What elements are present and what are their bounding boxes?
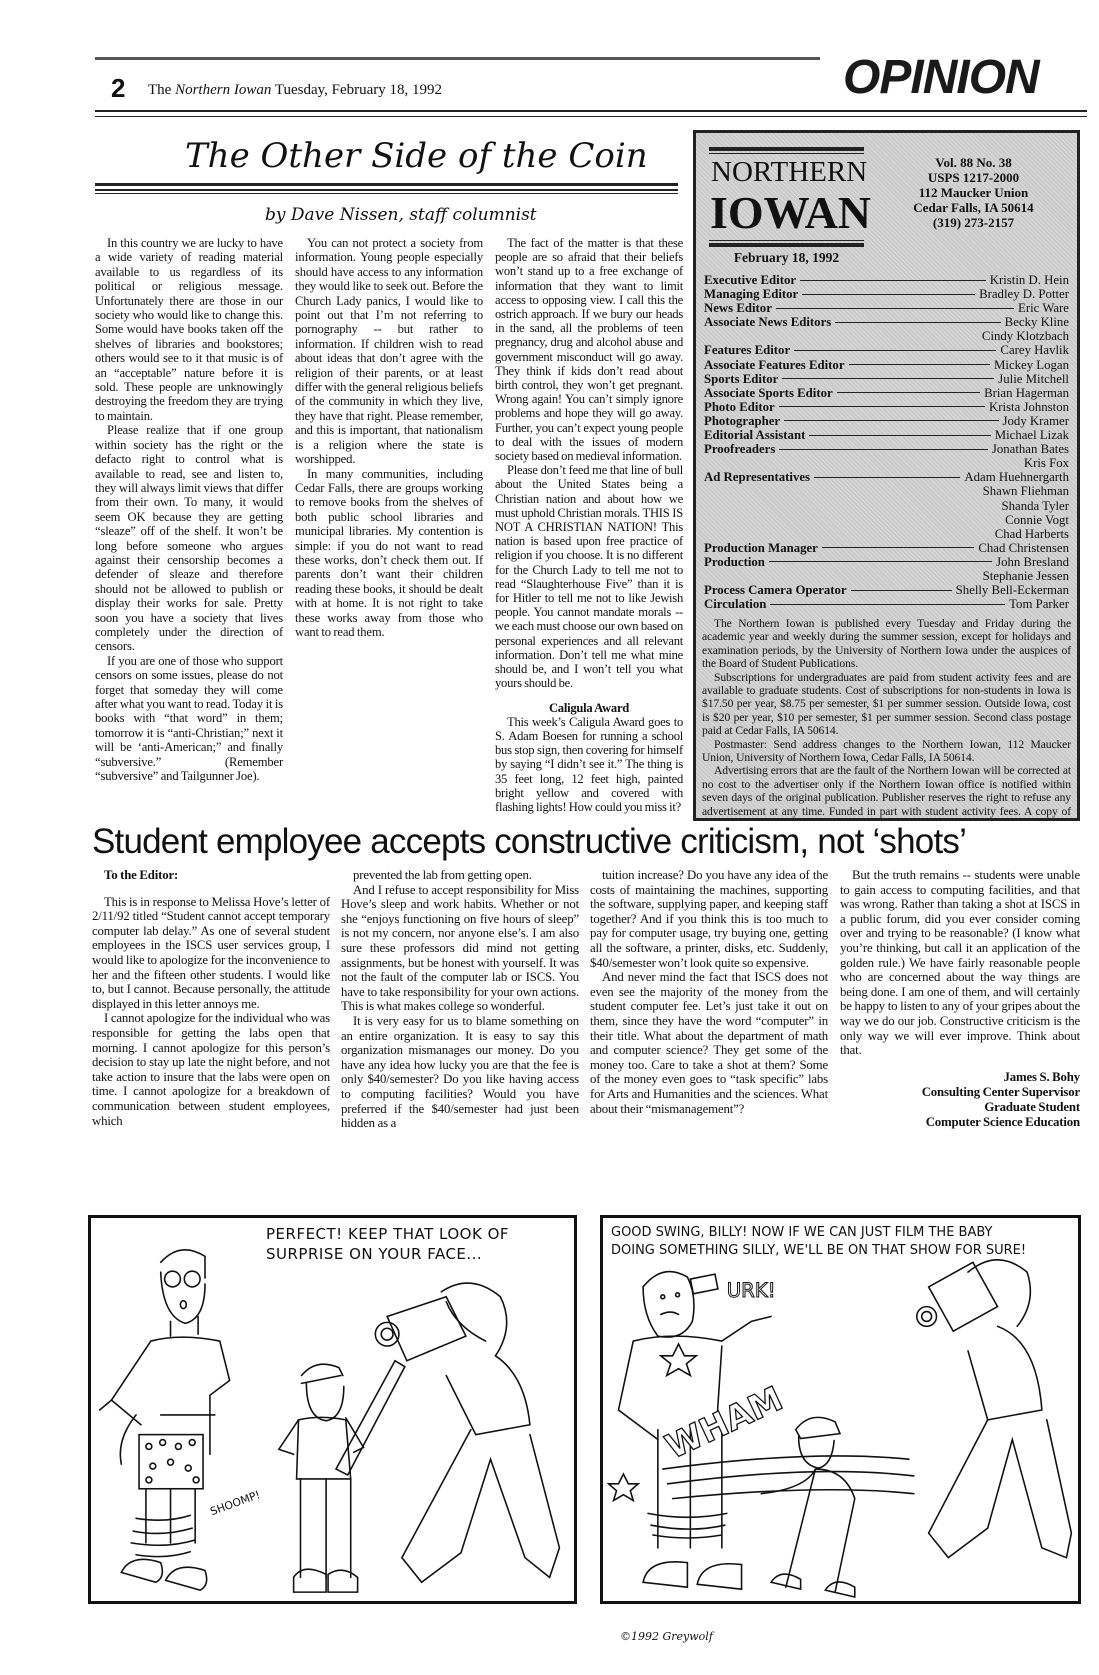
staff-name: Carey Havlik [1000, 343, 1069, 358]
letter-col-3 [590, 868, 828, 1116]
staff-name: Bradley D. Potter [979, 287, 1069, 302]
leader-line [814, 477, 960, 478]
staff-role: Editorial Assistant [704, 428, 806, 443]
staff-role: Associate Sports Editor [704, 385, 833, 400]
staff-name: Kris Fox [1023, 456, 1069, 471]
staff-name: Jonathan Bates [991, 442, 1069, 457]
title-rule-3 [95, 193, 678, 194]
man-figure [100, 1250, 230, 1590]
staff-name: Kristin D. Hein [989, 273, 1069, 287]
panel2-drawing [603, 1218, 1078, 1601]
leader-line [802, 294, 975, 295]
staff-role: Process Camera Operator [704, 583, 847, 598]
staff-role: Associate Features Editor [704, 357, 845, 372]
staff-role: News Editor [704, 301, 772, 316]
masthead-address: 112 Maucker Union [918, 185, 1029, 200]
staff-row [704, 583, 1069, 597]
panel1-drawing [91, 1218, 574, 1601]
staff-name: Tom Parker [1009, 597, 1069, 612]
woman-camera-figure [375, 1283, 559, 1582]
staff-name: Julie Mitchell [998, 371, 1069, 386]
pubinfo-paragraph: Postmaster: Send address changes to the Northern Iowan, 112 Maucker Union, University of Northern Iowa, Cedar Falls, IA 50614. [702, 737, 1071, 765]
staff-role: Photographer [704, 413, 781, 428]
staff-row [704, 428, 1069, 442]
pubinfo-paragraph: The Northern Iowan is published every Tuesday and Friday during the academic year and weekly during the summer session, except for holidays and examination periods, by the University of Northern Iowa under the auspices of the Board of Student Publications. [702, 617, 1071, 671]
staff-name: John Bresland [996, 554, 1069, 569]
masthead-northern: NORTHERN [711, 156, 868, 188]
masthead-box [693, 130, 1080, 821]
letter-paragraph: prevented the lab from getting open. [353, 868, 532, 882]
folio-prefix: The [148, 82, 176, 98]
masthead-rule-bottom2 [709, 243, 864, 247]
leader-line [835, 322, 1000, 323]
staff-row [704, 343, 1069, 357]
letter-salutation: To the Editor: [104, 868, 179, 882]
leader-line [779, 449, 988, 450]
staff-name: Shelly Bell-Eckerman [955, 583, 1069, 598]
cartoon-credit: ©1992 Greywolf [620, 1630, 713, 1643]
leader-line [794, 350, 996, 351]
cartoon-panel-1 [88, 1215, 577, 1604]
signature-department: Computer Science Education [925, 1114, 1080, 1129]
leader-line [837, 392, 980, 393]
folio-date: Tuesday, February 18, 1992 [271, 82, 443, 98]
staff-row [704, 597, 1069, 611]
top-rule [95, 57, 820, 60]
column-paragraph: In this country we are lucky to have a wide variety of reading material available to us regardless of its political or religious message. Unfortunately there are those in our society who would like to change this. Some would have books taken off the shelves of libraries and bookstores; others would see to it that music is of an “acceptable” nature before it is sold. These people are unknowingly destroying the freedom they are trying to maintain. [95, 236, 283, 423]
staff-row [704, 287, 1069, 301]
woman-camera-figure-2 [917, 1260, 1072, 1558]
pubinfo-paragraph: Advertising errors that are the fault of the Northern Iowan will be corrected at no cost to the advertiser only if the Northern Iowan office is notified within seven days of the original publication. Publisher reserves the right to refuse any advertisement at any time. Funded in part with student activity fees. A copy of [702, 764, 1071, 818]
staff-name: Stephanie Jessen [982, 568, 1069, 583]
staff-role: Associate News Editors [704, 315, 832, 330]
leader-line [782, 378, 994, 379]
column-text-1 [95, 236, 283, 783]
leader-line [809, 435, 990, 436]
letter-paragraph: I cannot apologize for the individual who was responsible for getting the labs open that morning. I cannot apologize for this person’s decision to stay up late the night before, and not take action to insure that the labs were open on time. I cannot apologize for a breakdown of communication between student employees, which [92, 1011, 330, 1128]
title-rule-1 [95, 183, 678, 186]
title-rule-2 [95, 189, 678, 191]
panel1-caption-line1: PERFECT! KEEP THAT LOOK OF [266, 1225, 510, 1243]
leader-line [784, 420, 998, 421]
folio-line [148, 81, 442, 99]
signature-name: James S. Bohy [1003, 1069, 1080, 1084]
staff-row [704, 301, 1069, 315]
masthead-rule-bottom [709, 240, 864, 241]
staff-name: Eric Ware [1018, 301, 1069, 316]
leader-line [770, 604, 1005, 605]
column-text-3 [495, 236, 683, 814]
letter-paragraph: But the truth remains -- students were unable to gain access to computing facilities, and that was wrong. Rather than taking a shot at ISCS in a public forum, did you ever consider coming over and trying to be reasonable? (I know what you’re thinking, but call it an application of the golden rule.) We have fairly reasonable people who are concerned about the way things are being done. I am one of them, and will certainly be happy to listen to any of your gripes about the way we do our job. Constructive criticism is the only way we will ever improve. Think about that. [840, 868, 1080, 1058]
staff-role: Circulation [704, 597, 767, 612]
leader-line [769, 561, 992, 562]
panel2-sfx-urk: URK! [726, 1278, 776, 1302]
byline: by Dave Nissen, staff columnist [265, 205, 537, 225]
staff-name: Shanda Tyler [1001, 498, 1069, 513]
publication-info [702, 617, 1071, 821]
staff-row [704, 470, 1069, 484]
signature-title: Consulting Center Supervisor [921, 1084, 1080, 1099]
pubinfo-paragraph: Subscriptions for undergraduates are paid from student activity fees and are available to graduate students. Cost of subscriptions for non-students in Iowa is $17.50 per year, $8.75 per semester, $1 per summer session. Outside Iowa, cost is $20 per year, $10 per semester, $1 per summer session. Second class postage paid at Cedar Falls, IA 50614. [702, 670, 1071, 738]
award-heading: Caligula Award [548, 700, 630, 715]
staff-row [704, 414, 1069, 428]
staff-row [704, 315, 1069, 329]
masthead-volume: Vol. 88 No. 38 [935, 155, 1012, 170]
staff-name: Adam Huehnergarth [964, 470, 1069, 485]
letter-col-1 [92, 868, 330, 1128]
signature-status: Graduate Student [984, 1099, 1080, 1114]
column-paragraph: Please don’t feed me that line of bull about the United States being a Christian nation and about how we must uphold Christian morals. THIS IS NOT A CHRISTIAN NATION! This nation is based upon free practice of religion if you choose. It is no different for the Church Lady to tell me not to read “Slaughterhouse Five” than it is for Hitler to tell me not to like Jewish people. You cannot mandate morals -- we each must choose our own based on personal experiences and all relevant information. Don’t tell me what mine should be, and I won’t tell you what yours should be. [495, 463, 683, 691]
panel2-caption-line1: GOOD SWING, BILLY! NOW IF WE CAN JUST FILM THE BABY [611, 1225, 993, 1240]
award-text: This week’s Caligula Award goes to S. Adam Boesen for running a school bus stop sign, then covering for himself by saying “I didn’t see it.” The thing is 35 feet long, 12 feet high, painted bright yellow and covered with flashing lights! How could you miss it? [495, 714, 683, 814]
panel1-sfx: SHOOMP! [208, 1488, 263, 1519]
letter-col-2 [341, 868, 579, 1131]
leader-line [779, 406, 985, 407]
staff-name: Shawn Fliehman [982, 484, 1069, 499]
column-paragraph: In many communities, including Cedar Falls, there are groups working to remove books from the shelves of both public school libraries and municipal libraries. My contention is simple: if you do not want to read these works, don’t check them out. If parents don’t want their children reading these books, it should be dealt with at home. It is not right to take these works away from those who want to read them. [295, 466, 483, 639]
letter-paragraph: And I refuse to accept responsibility for Miss Hove’s sleep and work habits. Whether or not she “enjoys functioning on five hours of sleep” is not my concern, nor anyone else’s. I am also sure these professors did mind not getting assignments, but be honest with yourself. It was not the fault of the computer lab or ISCS. You have to take responsibility for your own actions. This is what makes college so wonderful. [341, 882, 579, 1014]
staff-row [704, 386, 1069, 400]
letter-paragraph: It is very easy for us to blame something on an entire organization. It is easy to say this organization mismanages our money. Do you have any idea how lucky you are that the fee is only $40/semester? Do you like having access to computing facilities? Would you have preferred if the $40/semester had just been hidden as a [341, 1013, 579, 1131]
column-paragraph: Please realize that if one group within society has the right or the defacto right to control what is available to read, see and listen to, they will always limit views that differ from their own. To many, it would seem OK because they are getting “sleaze” off of the shelf. It won’t be long before someone who argues against their censorship becomes a defender of sleaze and therefore should not be allowed to publish or display their works for sale. Pretty soon you have a society that lives completely under the direction of censors. [95, 423, 283, 654]
panel2-sfx-wham: WHAM [659, 1378, 789, 1467]
column-paragraph: If you are one of those who support censors on some issues, please do not forget that someday they will come after what you want to read. Today it is books with “that word” in them; tomorrow it is “anti-Christian;” next it will be ‘anti-American;” and finally “subversive.” (Remember “subversive” and Tailgunner Joe). [95, 653, 283, 784]
leader-line [822, 547, 974, 548]
staff-role: Production [704, 554, 765, 569]
masthead-info [876, 155, 1071, 230]
staff-name: Krista Johnston [989, 399, 1069, 414]
staff-role: Executive Editor [704, 273, 797, 287]
panel1-caption-line2: SURPRISE ON YOUR FACE... [266, 1245, 483, 1263]
staff-role: Managing Editor [704, 287, 799, 302]
staff-role: Sports Editor [704, 371, 779, 386]
staff-list [704, 273, 1069, 611]
staff-name: Connie Vogt [1005, 512, 1069, 527]
column-paragraph: The fact of the matter is that these people are so afraid that their beliefs won’t stand up to a free exchange of information that they want to limit access to opposing view. I call this the ostrich approach. If we bury our heads in the sand, all the problems of teen pregnancy, drug and alcohol abuse and government misconduct will go away. They think if kids don’t read about birth control, they won’t get pregnant. Wrong again! You can’t simply ignore problems and hope they will go away. Further, you can’t expect young people to deal with the issues of modern society based on medieval information. [495, 236, 683, 464]
staff-row [704, 555, 1069, 569]
letter-paragraph: tuition increase? Do you have any idea of the costs of maintaining the machines, supporting the software, supplying paper, and keeping staff together? And if you think this is too much to pay for computer usage, try buying one, getting all the software, a printer, disks, etc. Suddenly, $40/semester won’t look quite so expensive. [590, 868, 828, 970]
masthead-city: Cedar Falls, IA 50614 [913, 200, 1034, 215]
staff-name: Mickey Logan [994, 357, 1069, 372]
staff-role: Photo Editor [704, 399, 775, 414]
folio-paper-name: Northern Iowan [175, 82, 272, 98]
leader-line [800, 280, 986, 281]
masthead-usps: USPS 1217-2000 [927, 170, 1020, 185]
staff-row [704, 541, 1069, 555]
folio-rule-thin [95, 116, 1087, 117]
section-title: OPINION [843, 51, 1039, 104]
staff-row [704, 442, 1069, 456]
staff-name: Cindy Klotzbach [981, 329, 1069, 344]
staff-row [704, 358, 1069, 372]
staff-row [704, 400, 1069, 414]
staff-row [704, 273, 1069, 287]
masthead-phone: (319) 273-2157 [932, 215, 1015, 230]
staff-role: Features Editor [704, 343, 791, 358]
letter-paragraph: And never mind the fact that ISCS does not even see the majority of the money from the student computer fee. Let’s just take it out on them, since they have the word “computer” in their title. What about the department of math and computer science? They get some of the money too. Care to take a shot at them? Some of the money even goes to “task specific” labs for Arts and Humanities and the sciences. What about their “mismanagement”? [590, 970, 828, 1116]
column-paragraph: You can not protect a society from information. Young people especially should have access to any information they would like to seek out. Before the Church Lady panics, I would like to point out that I’m not referring to pornography -- but rather to information. If children wish to read about ideas that don’t agree with the religion of their parents, or at least differ with the general religious beliefs of the community in which they live, they have that right. Please remember, and this is important, that nationalism is a religion where the state is worshipped. [295, 236, 483, 467]
masthead-rule-top [709, 147, 864, 151]
staff-name: Brian Hagerman [984, 385, 1069, 400]
leader-line [776, 308, 1014, 309]
masthead-rule-top2 [709, 153, 864, 154]
letter-paragraph: This is in response to Melissa Hove’s letter of 2/11/92 titled “Student cannot accept temporary computer lab delay.” As one of several student employees in the ISCS user services group, I would like to apologize for the inconvenience to her and the fifteen other students. I would like to, but I cannot. Because personally, the attitude displayed in this letter annoys me. [92, 894, 330, 1011]
staff-name: Jody Kramer [1002, 413, 1069, 428]
masthead-date: February 18, 1992 [733, 250, 840, 265]
leader-line [849, 364, 991, 365]
staff-name: Michael Lizak [994, 428, 1069, 443]
child-figure [279, 1361, 405, 1592]
letter-col-4 [840, 868, 1080, 1130]
panel2-caption-line2: DOING SOMETHING SILLY, WE'LL BE ON THAT SHOW FOR SURE! [611, 1243, 1027, 1258]
folio-rule-thick [95, 110, 1087, 112]
leader-line [851, 590, 952, 591]
cartoon-panel-2 [600, 1215, 1081, 1604]
staff-name: Becky Kline [1004, 315, 1069, 330]
column-title: The Other Side of the Coin [185, 136, 648, 176]
letter-headline: Student employee accepts constructive criticism, not ‘shots’ [92, 822, 967, 861]
page-number: 2 [111, 73, 126, 103]
column-text-2 [295, 236, 483, 639]
staff-name: Chad Harberts [994, 526, 1069, 541]
masthead-iowan: IOWAN [710, 187, 872, 238]
staff-role: Production Manager [704, 540, 818, 555]
staff-name: Chad Christensen [978, 540, 1069, 555]
staff-role: Proofreaders [704, 442, 776, 457]
staff-role: Ad Representatives [704, 470, 811, 485]
staff-row [704, 372, 1069, 386]
